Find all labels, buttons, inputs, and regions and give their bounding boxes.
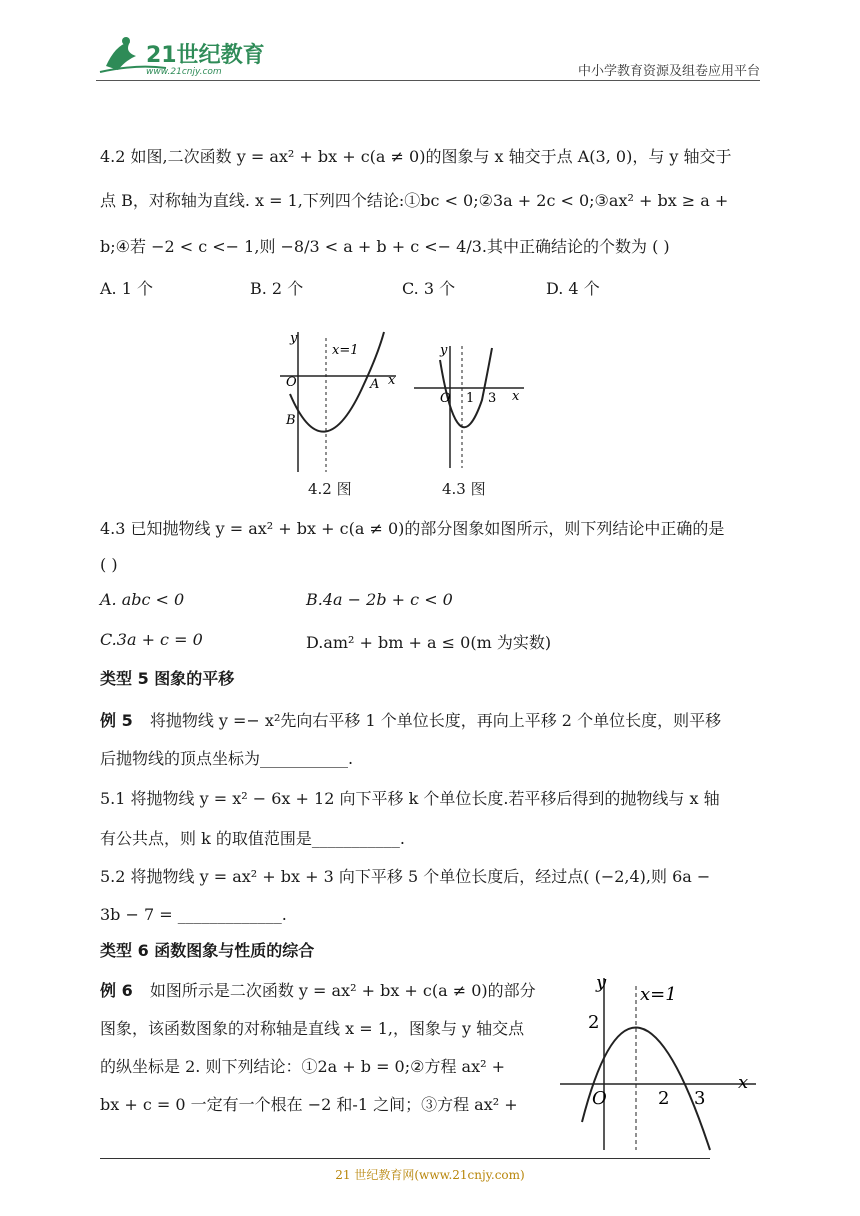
ex6-y-intercept: 2 xyxy=(588,1012,600,1033)
fig42-axis-label: x=1 xyxy=(332,343,359,358)
platform-name: 中小学教育资源及组卷应用平台 xyxy=(577,64,760,79)
footer-text: 21 世纪教育网(www.21cnjy.com) xyxy=(335,1168,525,1182)
q43-line1: 4.3 已知抛物线 y = ax² + bx + c(a ≠ 0)的部分图象如图所示，则下列结论中正确的是 xyxy=(100,519,725,538)
q51-line1: 5.1 将抛物线 y = x² − 6x + 12 向下平移 k 个单位长度.若平移后得到的抛物线与 x 轴 xyxy=(100,789,720,808)
fig42-caption: 4.2 图 xyxy=(308,480,352,498)
q42-option-d: D. 4 个 xyxy=(546,279,600,298)
figure-43 xyxy=(410,340,530,470)
q43-line2: ( ) xyxy=(100,555,118,574)
ex6-line1-row xyxy=(100,980,560,1002)
q42-option-a: A. 1 个 xyxy=(100,279,153,298)
type6-heading: 类型 6 函数图象与性质的综合 xyxy=(100,941,315,960)
fig43-origin: O xyxy=(440,391,451,406)
ex6-line4: bx + c = 0 一定有一个根在 −2 和-1 之间；③方程 ax² + xyxy=(100,1095,518,1114)
ex6-origin: O xyxy=(592,1088,607,1109)
ex6-line3: 的纵坐标是 2. 则下列结论：①2a + b = 0;②方程 ax² + xyxy=(100,1057,506,1076)
q42-line3: b;④若 −2 < c <− 1,则 −8/3 < a + b + c <− 4/3.其中正确结论的个数为 ( ) xyxy=(100,237,670,256)
ex6-tick-3: 3 xyxy=(694,1088,706,1109)
ex5-label: 例 5 xyxy=(100,711,133,730)
ex6-axis-label: x=1 xyxy=(640,984,677,1005)
fig43-tick-1: 1 xyxy=(466,391,475,406)
header-divider xyxy=(96,80,760,81)
ex6-y-label: y xyxy=(596,972,607,993)
logo-text: 21世纪教育 xyxy=(146,43,265,68)
ex6-label: 例 6 xyxy=(100,981,133,1000)
q52-line2: 3b − 7 = _____________. xyxy=(100,905,287,924)
q42-line1: 4.2 如图,二次函数 y = ax² + bx + c(a ≠ 0)的图象与 x 轴交于点 A(3, 0)，与 y 轴交于 xyxy=(100,147,732,166)
fig43-x-label: x xyxy=(512,389,520,404)
ex6-x-label: x xyxy=(738,1072,749,1093)
q51-line2: 有公共点，则 k 的取值范围是___________. xyxy=(100,829,405,848)
ex6-tick-2: 2 xyxy=(658,1088,670,1109)
footer-divider xyxy=(100,1158,710,1159)
figure-42 xyxy=(276,324,406,474)
type5-heading: 类型 5 图象的平移 xyxy=(100,669,235,688)
fig42-point-b: B xyxy=(286,413,296,428)
site-logo xyxy=(96,34,266,78)
q43-option-d: D.am² + bm + a ≤ 0(m 为实数) xyxy=(306,633,552,652)
ex5-line1: 将抛物线 y =− x²先向右平移 1 个单位长度，再向上平移 2 个单位长度，则平移 xyxy=(149,711,722,730)
figure-ex6 xyxy=(560,972,760,1152)
fig43-caption: 4.3 图 xyxy=(442,480,486,498)
logo-url: www.21cnjy.com xyxy=(146,67,222,77)
ex6-line1: 如图所示是二次函数 y = ax² + bx + c(a ≠ 0)的部分 xyxy=(149,981,536,1000)
fig43-tick-3: 3 xyxy=(488,391,497,406)
q42-option-c: C. 3 个 xyxy=(402,279,456,298)
fig42-origin: O xyxy=(286,375,297,390)
ex6-line2: 图象，该函数图象的对称轴是直线 x = 1,，图象与 y 轴交点 xyxy=(100,1019,525,1038)
q43-option-a: A. abc < 0 xyxy=(100,590,185,609)
q52-line1: 5.2 将抛物线 y = ax² + bx + 3 向下平移 5 个单位长度后，经过点( (−2,4),则 6a − xyxy=(100,867,711,886)
fig42-point-a: A xyxy=(370,377,380,392)
fig43-y-label: y xyxy=(440,343,448,358)
q43-option-c: C.3a + c = 0 xyxy=(100,630,203,649)
q42-line2: 点 B，对称轴为直线. x = 1,下列四个结论:①bc < 0;②3a + 2c < 0;③ax² + bx ≥ a + xyxy=(100,191,729,210)
ex5-line2: 后抛物线的顶点坐标为___________. xyxy=(100,749,354,768)
ex5-line1-row xyxy=(100,710,760,732)
q43-option-b: B.4a − 2b + c < 0 xyxy=(306,590,453,609)
fig42-y-label: y xyxy=(290,331,298,346)
q42-option-b: B. 2 个 xyxy=(250,279,304,298)
fig42-x-label: x xyxy=(388,373,396,388)
